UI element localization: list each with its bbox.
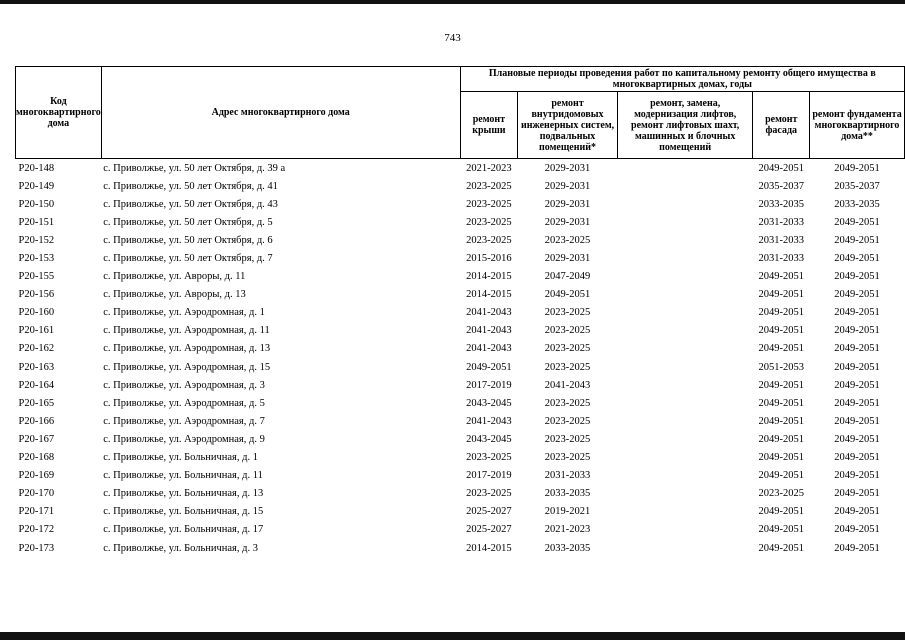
cell-systems: 2023-2025 [544, 415, 591, 427]
cell-facade: 2049-2051 [758, 271, 804, 283]
cell-code: P20-172 [18, 524, 55, 536]
table-row [16, 249, 905, 267]
cell-code: P20-170 [18, 488, 55, 500]
cell-lifts [617, 503, 752, 521]
cell-roof: 2041-2043 [466, 307, 512, 319]
cell-lifts [617, 213, 752, 231]
cell-foundation: 2049-2051 [834, 488, 880, 500]
cell-systems: 2029-2031 [544, 180, 591, 192]
cell-roof: 2025-2027 [466, 506, 512, 518]
page-number: 743 [444, 32, 461, 44]
cell-lifts [617, 286, 752, 304]
cell-address: с. Приволжье, ул. Больничная, д. 3 [103, 542, 258, 554]
cell-systems: 2023-2025 [544, 234, 591, 246]
cell-roof: 2043-2045 [466, 397, 512, 409]
table-row [16, 340, 905, 358]
cell-lifts [617, 539, 752, 557]
cell-lifts [617, 231, 752, 249]
cell-systems: 2023-2025 [544, 307, 591, 319]
cell-lifts [617, 430, 752, 448]
cell-facade: 2049-2051 [758, 452, 804, 464]
cell-facade: 2035-2037 [758, 180, 804, 192]
cell-systems: 2023-2025 [544, 452, 591, 464]
top-border-bar [0, 0, 905, 4]
cell-foundation: 2033-2035 [834, 198, 880, 210]
table-row [16, 394, 905, 412]
cell-facade: 2049-2051 [758, 506, 804, 518]
cell-facade: 2031-2033 [758, 216, 804, 228]
cell-roof: 2043-2045 [466, 433, 512, 445]
cell-code: P20-161 [18, 325, 55, 337]
cell-facade: 2031-2033 [758, 253, 804, 265]
bottom-border-bar [0, 632, 905, 640]
cell-lifts [617, 177, 752, 195]
cell-facade: 2049-2051 [758, 415, 804, 427]
cell-foundation: 2049-2051 [834, 361, 880, 373]
cell-systems: 2023-2025 [544, 325, 591, 337]
cell-roof: 2014-2015 [466, 271, 512, 283]
cell-code: P20-173 [18, 542, 55, 554]
table-row [16, 213, 905, 231]
cell-foundation: 2049-2051 [834, 162, 880, 174]
cell-systems: 2041-2043 [544, 379, 591, 391]
table-row [16, 231, 905, 249]
cell-roof: 2021-2023 [466, 162, 512, 174]
cell-code: P20-167 [18, 433, 55, 445]
cell-foundation: 2049-2051 [834, 307, 880, 319]
cell-systems: 2033-2035 [544, 542, 591, 554]
cell-lifts [617, 159, 752, 178]
cell-code: P20-160 [18, 307, 55, 319]
table-body [16, 159, 905, 558]
cell-foundation: 2049-2051 [834, 234, 880, 246]
table-row [16, 430, 905, 448]
cell-lifts [617, 412, 752, 430]
cell-code: P20-150 [18, 198, 55, 210]
cell-systems: 2029-2031 [544, 253, 591, 265]
table-row [16, 358, 905, 376]
cell-address: с. Приволжье, ул. Аэродромная, д. 11 [103, 325, 270, 337]
cell-code: P20-162 [18, 343, 55, 355]
cell-address: с. Приволжье, ул. Аэродромная, д. 7 [103, 415, 265, 427]
cell-lifts [617, 467, 752, 485]
cell-systems: 2023-2025 [544, 361, 591, 373]
cell-facade: 2049-2051 [758, 524, 804, 536]
table-row [16, 322, 905, 340]
table-row [16, 376, 905, 394]
cell-foundation: 2049-2051 [834, 289, 880, 301]
cell-address: с. Приволжье, ул. Аэродромная, д. 1 [103, 307, 265, 319]
cell-lifts [617, 376, 752, 394]
cell-roof: 2023-2025 [466, 216, 512, 228]
cell-facade: 2049-2051 [758, 325, 804, 337]
cell-foundation: 2049-2051 [834, 524, 880, 536]
header-periods: Плановые периоды проведения работ по капитальному ремонту общего имущества в многоквартирных домах, годы [460, 67, 904, 92]
cell-code: P20-152 [18, 234, 55, 246]
cell-lifts [617, 249, 752, 267]
header-lifts: ремонт, замена, модернизация лифтов, ремонт лифтовых шахт, машинных и блочных помещений [617, 92, 752, 159]
cell-lifts [617, 304, 752, 322]
cell-facade: 2049-2051 [758, 307, 804, 319]
cell-foundation: 2049-2051 [834, 325, 880, 337]
cell-roof: 2023-2025 [466, 234, 512, 246]
cell-lifts [617, 449, 752, 467]
header-systems: ремонт внутридомовых инженерных систем, подвальных помещений* [518, 92, 618, 159]
table-row [16, 449, 905, 467]
cell-systems: 2047-2049 [544, 271, 591, 283]
cell-foundation: 2049-2051 [834, 433, 880, 445]
cell-facade: 2049-2051 [758, 470, 804, 482]
cell-systems: 2019-2021 [544, 506, 591, 518]
header-roof: ремонт крыши [460, 92, 518, 159]
cell-roof: 2025-2027 [466, 524, 512, 536]
cell-facade: 2049-2051 [758, 289, 804, 301]
cell-facade: 2023-2025 [758, 488, 804, 500]
cell-address: с. Приволжье, ул. 50 лет Октября, д. 7 [103, 253, 273, 265]
cell-address: с. Приволжье, ул. Больничная, д. 15 [103, 506, 264, 518]
table-row [16, 539, 905, 557]
cell-systems: 2029-2031 [544, 162, 591, 174]
cell-foundation: 2049-2051 [834, 506, 880, 518]
cell-systems: 2021-2023 [544, 524, 591, 536]
table-row [16, 485, 905, 503]
table-row [16, 503, 905, 521]
cell-address: с. Приволжье, ул. 50 лет Октября, д. 5 [103, 216, 273, 228]
table-row [16, 467, 905, 485]
table-row [16, 159, 905, 178]
cell-facade: 2033-2035 [758, 198, 804, 210]
cell-code: P20-165 [18, 397, 55, 409]
cell-systems: 2031-2033 [544, 470, 591, 482]
table-row [16, 286, 905, 304]
header-address: Адрес многоквартирного дома [101, 67, 460, 159]
table-row [16, 521, 905, 539]
table-row [16, 304, 905, 322]
header-code: Код многоквартирного дома [16, 67, 102, 159]
cell-facade: 2031-2033 [758, 234, 804, 246]
cell-facade: 2049-2051 [758, 162, 804, 174]
cell-roof: 2023-2025 [466, 180, 512, 192]
cell-lifts [617, 268, 752, 286]
cell-code: P20-155 [18, 271, 55, 283]
cell-foundation: 2049-2051 [834, 542, 880, 554]
cell-systems: 2023-2025 [544, 343, 591, 355]
table-row [16, 412, 905, 430]
cell-systems: 2049-2051 [544, 289, 591, 301]
cell-roof: 2023-2025 [466, 452, 512, 464]
cell-roof: 2041-2043 [466, 415, 512, 427]
cell-roof: 2041-2043 [466, 325, 512, 337]
cell-systems: 2023-2025 [544, 433, 591, 445]
cell-address: с. Приволжье, ул. Авроры, д. 11 [103, 271, 246, 283]
cell-facade: 2049-2051 [758, 542, 804, 554]
cell-foundation: 2049-2051 [834, 452, 880, 464]
cell-facade: 2049-2051 [758, 379, 804, 391]
cell-address: с. Приволжье, ул. 50 лет Октября, д. 41 [103, 180, 278, 192]
capital-repair-table [15, 66, 905, 557]
cell-foundation: 2049-2051 [834, 415, 880, 427]
cell-code: P20-149 [18, 180, 55, 192]
cell-systems: 2029-2031 [544, 216, 591, 228]
cell-foundation: 2049-2051 [834, 216, 880, 228]
cell-facade: 2049-2051 [758, 433, 804, 445]
cell-facade: 2051-2053 [758, 361, 804, 373]
cell-address: с. Приволжье, ул. 50 лет Октября, д. 43 [103, 198, 278, 210]
cell-lifts [617, 195, 752, 213]
cell-address: с. Приволжье, ул. Авроры, д. 13 [103, 289, 246, 301]
cell-foundation: 2049-2051 [834, 379, 880, 391]
cell-roof: 2017-2019 [466, 470, 512, 482]
cell-roof: 2017-2019 [466, 379, 512, 391]
cell-address: с. Приволжье, ул. Аэродромная, д. 5 [103, 397, 265, 409]
cell-address: с. Приволжье, ул. Больничная, д. 13 [103, 488, 264, 500]
cell-systems: 2029-2031 [544, 198, 591, 210]
cell-foundation: 2035-2037 [834, 180, 880, 192]
cell-address: с. Приволжье, ул. Аэродромная, д. 3 [103, 379, 265, 391]
cell-address: с. Приволжье, ул. Больничная, д. 11 [103, 470, 263, 482]
cell-address: с. Приволжье, ул. Аэродромная, д. 9 [103, 433, 265, 445]
cell-code: P20-148 [18, 162, 55, 174]
cell-address: с. Приволжье, ул. Больничная, д. 17 [103, 524, 264, 536]
cell-code: P20-151 [18, 216, 55, 228]
cell-code: P20-163 [18, 361, 55, 373]
cell-roof: 2049-2051 [466, 361, 512, 373]
table-row [16, 177, 905, 195]
cell-code: P20-153 [18, 253, 55, 265]
cell-address: с. Приволжье, ул. Больничная, д. 1 [103, 452, 258, 464]
cell-roof: 2023-2025 [466, 198, 512, 210]
cell-foundation: 2049-2051 [834, 253, 880, 265]
cell-code: P20-169 [18, 470, 55, 482]
header-foundation: ремонт фундамента многоквартирного дома** [810, 92, 905, 159]
cell-foundation: 2049-2051 [834, 271, 880, 283]
cell-systems: 2023-2025 [544, 397, 591, 409]
cell-foundation: 2049-2051 [834, 397, 880, 409]
cell-address: с. Приволжье, ул. Аэродромная, д. 15 [103, 361, 271, 373]
cell-address: с. Приволжье, ул. 50 лет Октября, д. 39 а [103, 162, 286, 174]
cell-lifts [617, 394, 752, 412]
table-row [16, 268, 905, 286]
cell-lifts [617, 485, 752, 503]
cell-code: P20-156 [18, 289, 55, 301]
cell-foundation: 2049-2051 [834, 470, 880, 482]
cell-address: с. Приволжье, ул. 50 лет Октября, д. 6 [103, 234, 273, 246]
cell-foundation: 2049-2051 [834, 343, 880, 355]
cell-lifts [617, 521, 752, 539]
cell-roof: 2041-2043 [466, 343, 512, 355]
cell-lifts [617, 340, 752, 358]
cell-code: P20-168 [18, 452, 55, 464]
cell-address: с. Приволжье, ул. Аэродромная, д. 13 [103, 343, 271, 355]
cell-roof: 2014-2015 [466, 289, 512, 301]
cell-facade: 2049-2051 [758, 397, 804, 409]
cell-systems: 2033-2035 [544, 488, 591, 500]
cell-facade: 2049-2051 [758, 343, 804, 355]
cell-roof: 2023-2025 [466, 488, 512, 500]
header-facade: ремонт фасада [753, 92, 810, 159]
cell-roof: 2015-2016 [466, 253, 512, 265]
cell-code: P20-171 [18, 506, 55, 518]
cell-code: P20-164 [18, 379, 55, 391]
table-row [16, 195, 905, 213]
cell-lifts [617, 322, 752, 340]
cell-code: P20-166 [18, 415, 55, 427]
cell-roof: 2014-2015 [466, 542, 512, 554]
cell-lifts [617, 358, 752, 376]
